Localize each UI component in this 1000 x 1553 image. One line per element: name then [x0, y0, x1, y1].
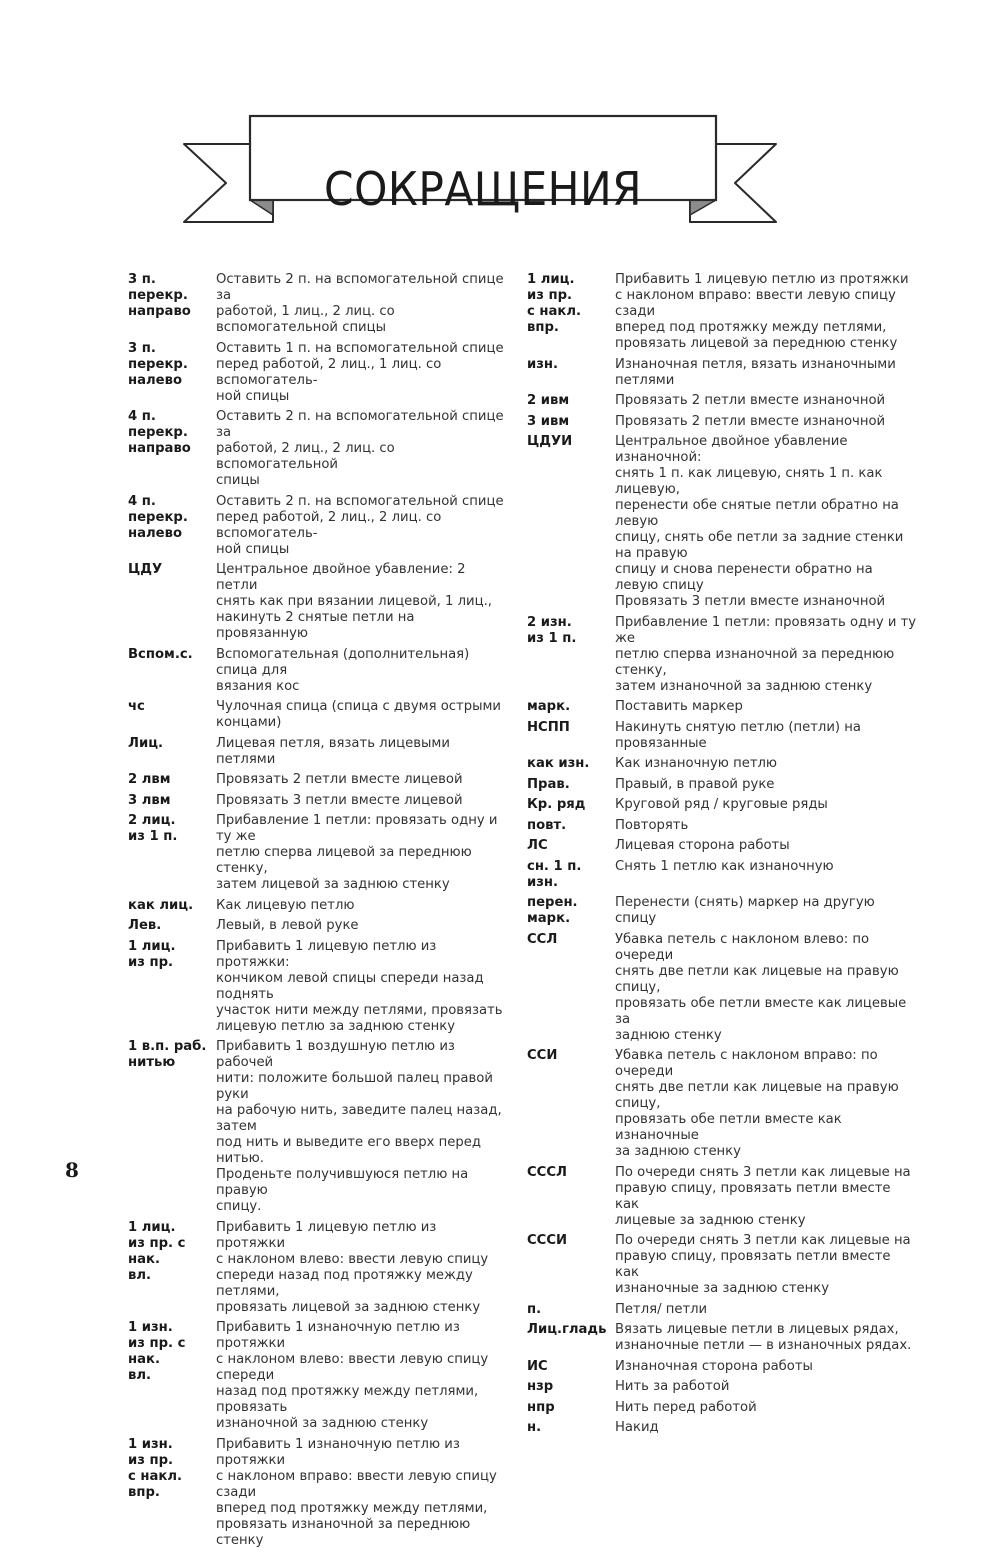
abbreviation-definition: Вспомогательная (дополнительная) спица для вязания кос	[216, 646, 470, 694]
abbreviation-definition: Лицевая петля, вязать лицевыми петлями	[216, 735, 450, 767]
abbreviation-entry	[527, 777, 917, 793]
abbreviation-term: перен. марк.	[527, 895, 578, 926]
abbreviation-term: СССИ	[527, 1233, 568, 1248]
abbreviation-term: 3 п. перекр. направо	[128, 272, 191, 319]
abbreviation-term: п.	[527, 1301, 542, 1317]
abbreviation-entry	[527, 1165, 917, 1229]
abbreviation-term: Лев.	[128, 918, 162, 933]
abbreviation-definition: Как лицевую петлю	[216, 897, 355, 913]
abbreviation-definition: Нить перед работой	[615, 1399, 757, 1415]
abbreviation-definition: По очереди снять 3 петли как лицевые на правую спицу, провязать петли вместе как лицевые за заднюю стенку	[615, 1164, 911, 1228]
abbreviation-definition: Повторять	[615, 817, 689, 833]
abbreviation-entry	[527, 838, 917, 854]
abbreviation-definition: Снять 1 петлю как изнаночную	[615, 858, 834, 874]
abbreviation-term: 2 ивм	[527, 393, 570, 408]
abbreviation-entry	[527, 1400, 917, 1416]
abbreviation-term: ССЛ	[527, 931, 558, 947]
abbreviation-term: Прав.	[527, 776, 570, 792]
abbreviation-entry	[527, 1322, 917, 1354]
abbreviation-definition: Провязать 3 петли вместе лицевой	[216, 792, 463, 808]
abbreviation-definition: Накинуть снятую петлю (петли) на провязанные	[615, 719, 861, 751]
abbreviation-term: ЦДУ	[128, 562, 163, 577]
abbreviation-definition: Прибавить 1 лицевую петлю из протяжки с наклоном вправо: ввести левую спицу сзади вперед под протяжку между петлями, провязать лицевой за переднюю стенку	[615, 272, 909, 351]
abbreviation-entry	[128, 341, 508, 405]
abbreviation-entry	[527, 756, 917, 772]
abbreviation-term: ССИ	[527, 1048, 558, 1063]
abbreviation-entry	[128, 1220, 508, 1316]
abbreviation-term: 1 лиц. из пр. с нак. вл.	[128, 1219, 186, 1283]
abbreviation-term: 1 в.п. раб. нитью	[128, 1039, 207, 1070]
abbreviation-entry	[527, 895, 917, 927]
abbreviation-definition: Прибавление 1 петли: провязать одну и ту же петлю сперва лицевой за переднюю стенку, затем лицевой за заднюю стенку	[216, 813, 498, 892]
abbreviation-term: Кр. ряд	[527, 797, 586, 812]
abbreviation-entry	[527, 393, 917, 409]
abbreviation-term: 2 лвм	[128, 772, 171, 787]
abbreviation-term: нпр	[527, 1399, 555, 1415]
abbreviation-entry	[128, 1039, 508, 1215]
abbreviation-entry	[128, 898, 508, 914]
abbreviation-term: как лиц.	[128, 897, 194, 913]
abbreviation-entry	[527, 357, 917, 389]
abbreviation-term: 3 п. перекр. налево	[128, 340, 188, 388]
abbreviation-entry	[128, 272, 508, 336]
abbreviation-entry	[128, 772, 508, 788]
abbreviation-entry	[527, 1379, 917, 1395]
abbreviations-right-column	[527, 272, 917, 1441]
abbreviation-term: 1 лиц. из пр.	[128, 938, 176, 970]
abbreviation-definition: Прибавить 1 воздушную петлю из рабочей нити: положите большой палец правой руки на рабочую нить, заведите палец назад, затем под нить и выведите его вверх перед нитью. Проденьте получившуюся петлю на правую спицу.	[216, 1039, 502, 1214]
abbreviation-definition: Как изнаночную петлю	[615, 756, 778, 771]
abbreviation-definition: Прибавление 1 петли: провязать одну и ту же петлю сперва изнаночной за переднюю стенку, затем изнаночной за заднюю стенку	[615, 614, 917, 694]
abbreviation-term: 2 изн. из 1 п.	[527, 614, 577, 646]
abbreviation-entry	[527, 720, 917, 752]
abbreviation-term: 1 изн. из пр. с нак. вл.	[128, 1320, 186, 1383]
abbreviation-definition: Оставить 1 п. на вспомогательной спице перед работой, 2 лиц., 1 лиц. со вспомогатель- ной спицы	[216, 340, 504, 404]
abbreviation-entry	[128, 736, 508, 768]
abbreviation-entry	[527, 615, 917, 695]
abbreviation-term: ИС	[527, 1358, 548, 1374]
abbreviation-definition: Прибавить 1 лицевую петлю из протяжки: кончиком левой спицы спереди назад поднять участок нити между петлями, провязать лицевую петлю за заднюю стенку	[216, 938, 503, 1034]
abbreviation-definition: Центральное двойное убавление изнаночной: снять 1 п. как лицевую, снять 1 п. как лицевую, перенести обе снятые петли обратно на левую спицу, снять обе петли за задние стенки на правую спицу и снова перенести обратно на левую спицу Провязать 3 петли вместе изнаночной	[615, 434, 904, 609]
abbreviation-term: повт.	[527, 817, 567, 833]
abbreviation-entry	[128, 699, 508, 731]
abbreviation-term: 3 лвм	[128, 792, 171, 808]
abbreviation-definition: Накид	[615, 1420, 659, 1435]
abbreviation-definition: Провязать 2 петли вместе изнаночной	[615, 413, 886, 429]
abbreviation-definition: Прибавить 1 лицевую петлю из протяжки с наклоном влево: ввести левую спицу спереди назад под протяжку между петлями, провязать лицевой за заднюю стенку	[216, 1219, 489, 1315]
abbreviation-definition: Изнаночная петля, вязать изнаночными петлями	[615, 356, 896, 388]
page-number: 8	[65, 1158, 79, 1182]
abbreviation-definition: Поставить маркер	[615, 699, 743, 714]
abbreviation-entry	[527, 1048, 917, 1160]
abbreviation-entry	[128, 409, 508, 489]
abbreviation-term: НСПП	[527, 719, 570, 735]
abbreviation-entry	[527, 414, 917, 430]
abbreviation-term: чс	[128, 699, 145, 714]
abbreviation-definition: Прибавить 1 изнаночную петлю из протяжки с наклоном вправо: ввести левую спицу сзади вперед под протяжку между петлями, провязать изнаночной за переднюю стенку	[216, 1436, 497, 1548]
abbreviation-term: ЛС	[527, 838, 548, 853]
abbreviation-definition: Прибавить 1 изнаночную петлю из протяжки с наклоном влево: ввести левую спицу спереди назад под протяжку между петлями, провязать изнаночной за заднюю стенку	[216, 1320, 489, 1431]
abbreviation-definition: Провязать 2 петли вместе изнаночной	[615, 393, 886, 408]
abbreviation-definition: Убавка петель с наклоном влево: по очереди снять две петли как лицевые на правую спицу, провязать обе петли вместе как лицевые за заднюю стенку	[615, 931, 907, 1043]
abbreviation-definition: Левый, в левой руке	[216, 918, 359, 933]
abbreviation-term: 2 лиц. из 1 п.	[128, 813, 178, 844]
abbreviation-entry	[527, 699, 917, 715]
abbreviation-definition: Лицевая сторона работы	[615, 838, 790, 853]
abbreviation-term: Лиц.	[128, 735, 163, 751]
abbreviation-definition: Изнаночная сторона работы	[615, 1358, 813, 1374]
abbreviation-term: н.	[527, 1420, 542, 1435]
abbreviation-definition: Перенести (снять) маркер на другую спицу	[615, 895, 875, 926]
abbreviation-entry	[527, 797, 917, 813]
abbreviation-term: сн. 1 п. изн.	[527, 858, 582, 890]
abbreviation-entry	[128, 918, 508, 934]
abbreviation-entry	[128, 793, 508, 809]
abbreviation-entry	[527, 818, 917, 834]
abbreviation-term: СССЛ	[527, 1164, 567, 1180]
abbreviation-entry	[527, 434, 917, 610]
abbreviation-definition: Чулочная спица (спица с двумя острыми концами)	[216, 699, 502, 730]
abbreviation-entry	[128, 562, 508, 642]
abbreviation-term: ЦДУИ	[527, 434, 573, 449]
abbreviation-entry	[527, 1420, 917, 1436]
abbreviation-entry	[527, 1359, 917, 1375]
abbreviation-definition: Центральное двойное убавление: 2 петли снять как при вязании лицевой, 1 лиц., накинуть 2 снятые петли на провязанную	[216, 562, 492, 641]
abbreviation-entry	[527, 859, 917, 891]
abbreviations-left-column	[128, 272, 508, 1553]
abbreviation-definition: Оставить 2 п. на вспомогательной спице перед работой, 2 лиц., 2 лиц. со вспомогатель- ной спицы	[216, 493, 504, 557]
abbreviation-term: Вспом.с.	[128, 646, 193, 662]
abbreviation-definition: Нить за работой	[615, 1379, 730, 1394]
abbreviation-term: 4 п. перекр. направо	[128, 409, 191, 456]
abbreviation-term: 1 лиц. из пр. с накл. впр.	[527, 272, 582, 335]
abbreviation-term: 1 изн. из пр. с накл. впр.	[128, 1436, 183, 1500]
abbreviation-definition: Провязать 2 петли вместе лицевой	[216, 772, 463, 787]
page-title: СОКРАЩЕНИЯ	[324, 161, 642, 216]
abbreviation-entry	[128, 494, 508, 558]
abbreviation-definition: Круговой ряд / круговые ряды	[615, 797, 828, 812]
abbreviation-entry	[128, 939, 508, 1035]
abbreviation-definition: Убавка петель с наклоном вправо: по очереди снять две петли как лицевые на правую спицу, провязать обе петли вместе как изнаночные за заднюю стенку	[615, 1048, 899, 1159]
abbreviation-term: 3 ивм	[527, 413, 570, 429]
abbreviation-entry	[128, 647, 508, 695]
abbreviation-term: изн.	[527, 356, 559, 372]
abbreviation-entry	[527, 1233, 917, 1297]
abbreviation-entry	[527, 932, 917, 1044]
abbreviation-term: 4 п. перекр. налево	[128, 493, 188, 541]
abbreviation-entry	[527, 1302, 917, 1318]
abbreviation-entry	[527, 272, 917, 352]
abbreviation-definition: Оставить 2 п. на вспомогательной спице за работой, 1 лиц., 2 лиц. со вспомогательной спицы	[216, 272, 504, 335]
abbreviation-term: как изн.	[527, 756, 590, 771]
abbreviation-entry	[128, 1437, 508, 1549]
abbreviation-term: нзр	[527, 1379, 554, 1394]
abbreviation-term: Лиц.гладь	[527, 1322, 607, 1337]
abbreviation-definition: Петля/ петли	[615, 1301, 708, 1317]
abbreviation-definition: По очереди снять 3 петли как лицевые на правую спицу, провязать петли вместе как изнаночные за заднюю стенку	[615, 1233, 911, 1296]
abbreviation-entry	[128, 1320, 508, 1432]
abbreviation-definition: Вязать лицевые петли в лицевых рядах, изнаночные петли — в изнаночных рядах.	[615, 1322, 912, 1353]
abbreviation-definition: Оставить 2 п. на вспомогательной спице за работой, 2 лиц., 2 лиц. со вспомогательной спицы	[216, 409, 504, 488]
abbreviation-definition: Правый, в правой руке	[615, 776, 775, 792]
abbreviation-entry	[128, 813, 508, 893]
abbreviation-term: марк.	[527, 699, 571, 714]
